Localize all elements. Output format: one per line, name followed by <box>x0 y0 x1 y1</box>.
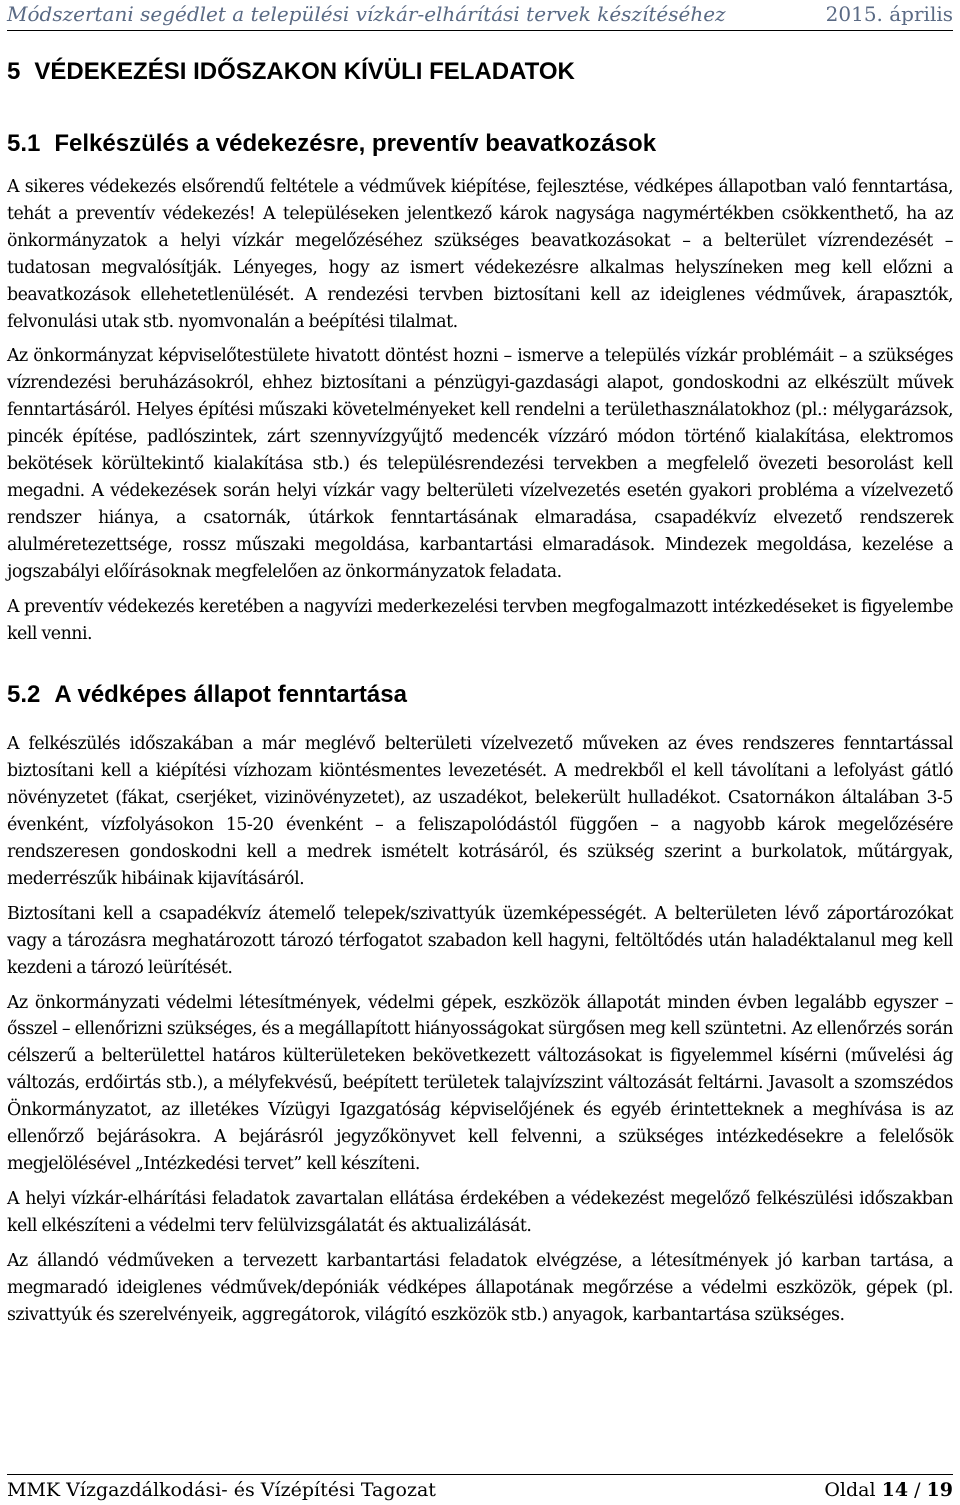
paragraph: A sikeres védekezés elsőrendű feltétele a védművek kiépítése, fejlesztése, védképes állapotban való fenntartása, tehát a preventív védekezés! A településeken jelentkező károk nagysága nagymértékben csökkenthető, ha az önkormányzatok a helyi vízkár megelőzéséhez szükséges beavatkozásokat – a belterület vízrendezését – tudatosan megvalósítják. Lényeges, hogy az ismert védekezésre alkalmas helyszíneken meg kell előzni a beavatkozások ellehetetlenülését. A rendezési tervben biztosítani kell az ideiglenes védművek, árapasztók, felvonulási utak stb. nyomvonalán a beépítési tilalmat. <box>7 177 953 332</box>
page-footer <box>7 1474 953 1505</box>
header-date: 2015. április <box>825 2 953 26</box>
section-heading <box>7 681 953 709</box>
section-title: Felkészülés a védekezésre, preventív beavatkozások <box>54 130 657 157</box>
section-title: A védképes állapot fenntartása <box>54 681 407 709</box>
paragraph: A preventív védekezés keretében a nagyvízi mederkezelési tervben megfogalmazott intézkedéseket is figyelembe kell venni. <box>7 596 953 644</box>
section-number: 5.2 <box>7 681 41 709</box>
chapter-heading <box>7 58 953 86</box>
page-header <box>7 0 953 31</box>
paragraph: Az önkormányzat képviselőtestülete hivatott döntést hozni – ismerve a település vízkár problémáit – a szükséges vízrendezési beruházásokról, ehhez biztosítani a pénzügyi-gazdasági alapot, gondoskodni az elkészült művek fenntartásáról. Helyes építési műszaki követelményeket kell rendelni a területhasználatokhoz (pl.: mélygarázsok, pincék építése, padlószintek, zárt szennyvízgyűjtő medencék vízzáró módon történő kialakítása, elektromos bekötések körültekintő kialakítása stb.) és településrendezési tervekben a megfelelő övezeti besorolást kell megadni. A védekezések során helyi vízkár vagy belterületi vízelvezetés esetén gyakori probléma a vízelvezető rendszer hiánya, a csatornák, útárkok fenntartásának elmaradása, csapadékvíz elvezető rendszerek alulméretezettsége, rossz műszaki megoldása, karbantartási elmaradások. Mindezek megoldása, kezelése a jogszabályi előírásoknak megfelelően az önkormányzatok feladata. <box>7 346 953 582</box>
page-label: Oldal <box>824 1479 876 1501</box>
section-number: 5.1 <box>7 130 41 157</box>
paragraph: Biztosítani kell a csapadékvíz átemelő telepek/szivattyúk üzemképességét. A belterületen lévő záportározókat vagy a tározásra meghatározott tározó térfogatot szabadon kell hagyni, feltöltődés után haladéktalanul meg kell kezdeni a tározó leürítését. <box>7 903 953 978</box>
page-current: 14 <box>881 1479 909 1501</box>
paragraph: Az állandó védműveken a tervezett karbantartási feladatok elvégzése, a létesítmények jó karban tartása, a megmaradó ideiglenes védművek/depóniák védképes állapotának megőrzése a védelmi eszközök, gépek (pl. szivattyúk és szerelvényeik, aggregátorok, világító eszközök stb.) anyagok, karbantartása szükséges. <box>7 1250 953 1325</box>
section-heading <box>7 130 953 158</box>
page-content <box>7 30 953 1336</box>
section-5-2 <box>7 681 953 1328</box>
page-total: 19 <box>926 1479 953 1501</box>
page-separator: / <box>914 1479 921 1501</box>
paragraph: Az önkormányzati védelmi létesítmények, védelmi gépek, eszközök állapotát minden évben legalább egyszer – ősszel – ellenőrizni szükséges, és a megállapított hiányosságokat sürgősen meg kell szüntetni. Az ellenőrzés során célszerű a belterülettel határos külterületeken bekövetkezett változásokat is figyelemmel kísérni (művelési ág változás, erdőirtás stb.), a mélyfekvésű, beépített területek talajvízszint változását feltárni. Javasolt a szomszédos Önkormányzatot, az illetékes Vízügyi Igazgatóság képviselőjének és egyéb érintetteknek a meghívása is az ellenőrző bejárásokra. A bejárásról jegyzőkönyvet kell felvenni, a szükséges intézkedésekre a felelősök megjelölésével „Intézkedési tervet” kell készíteni. <box>7 992 953 1174</box>
header-title: Módszertani segédlet a települési vízkár-elhárítási tervek készítéséhez <box>7 2 726 26</box>
paragraph: A felkészülés időszakában a már meglévő belterületi vízelvezető műveken az éves rendszeres fenntartással biztosítani kell a kiépítési vízhozam kiöntésmentes levezetését. A medrekből el kell távolítani a lefolyást gátló növényzetet (fákat, cserjéket, vizinövényzetet), az uszadékot, belekerült hulladékot. Csatornákon általában 3-5 évenként, vízfolyásokon 15-20 évenként – a feliszapolódástól függően – a nagyobb károk megelőzésére rendszeresen gondoskodni kell a medrek ismételt kotrásáról, és szükség szerint a burkolatok, műtárgyak, mederrészűk hibáinak kijavításáról. <box>7 734 953 889</box>
footer-organization: MMK Vízgazdálkodási- és Vízépítési Tagozat <box>7 1479 436 1501</box>
page-number <box>824 1479 953 1501</box>
chapter-number: 5 <box>7 58 21 85</box>
section-5-1 <box>7 130 953 647</box>
chapter-title: VÉDEKEZÉSI IDŐSZAKON KÍVÜLI FELADATOK <box>34 58 575 85</box>
paragraph: A helyi vízkár-elhárítási feladatok zavartalan ellátása érdekében a védekezést megelőző felkészülési időszakban kell elkészíteni a védelmi terv felülvizsgálatát és aktualizálását. <box>7 1188 953 1236</box>
